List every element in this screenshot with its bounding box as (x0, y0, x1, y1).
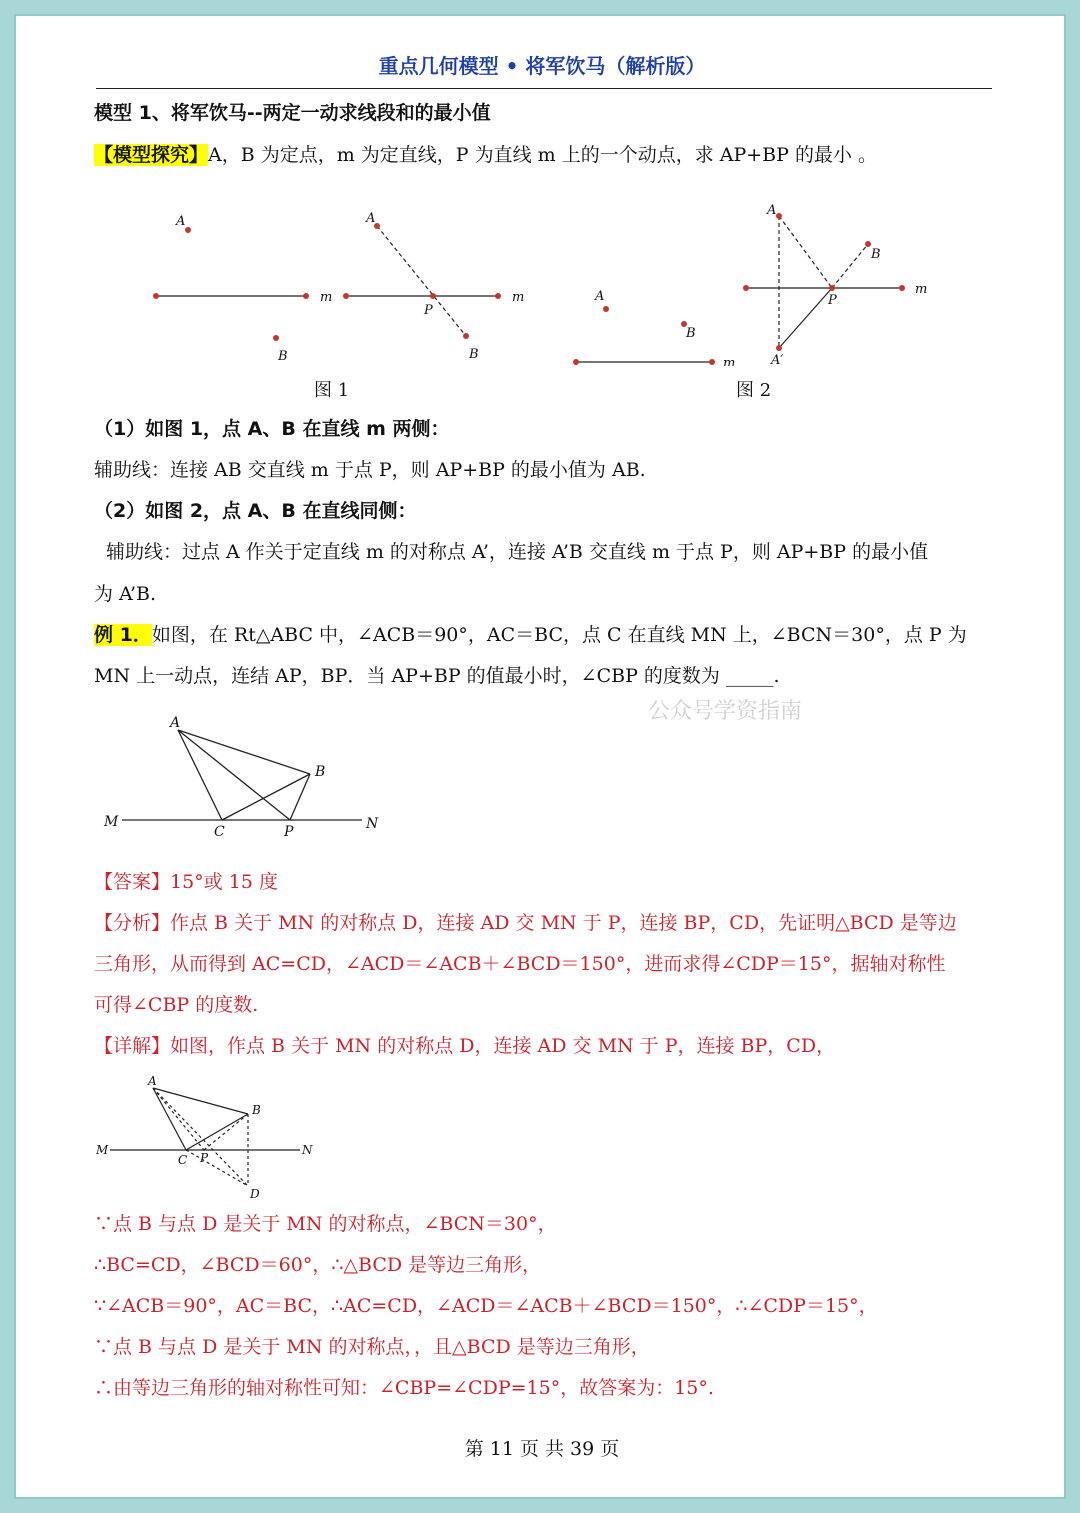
fig2a-label-m: m (723, 356, 736, 366)
detail-step-4: ∵点 B 与点 D 是关于 MN 的对称点，，且△BCD 是等边三角形， (94, 1336, 650, 1358)
figure-1 (136, 206, 536, 366)
ex-label-P: P (284, 824, 294, 840)
det-label-B: B (252, 1103, 261, 1117)
example-text1: 如图，在 Rt△ABC 中，∠ACB＝90°，AC＝BC，点 C 在直线 MN 上，∠BCN＝30°，点 P 为 (151, 624, 967, 646)
fig2b-label-B: B (871, 247, 881, 262)
fig2a-label-B: B (686, 326, 696, 341)
example-line1 (94, 622, 967, 648)
fig1b-label-m: m (512, 290, 525, 305)
model-intro-line (94, 142, 877, 168)
fig1-label-B: B (278, 349, 288, 364)
answer-text: 15°或 15 度 (170, 871, 278, 893)
detail-step-5: ∴由等边三角形的轴对称性可知：∠CBP=∠CDP=15°，故答案为：15°. (94, 1377, 714, 1399)
fig2b-label-P: P (828, 293, 837, 308)
det-label-A: A (148, 1074, 157, 1088)
figure-2 (566, 186, 946, 366)
detail-tag: 【详解】 (94, 1035, 171, 1057)
det-label-N: N (302, 1143, 313, 1157)
fig1b-label-P: P (424, 303, 433, 318)
detail-intro: 如图，作点 B 关于 MN 的对称点 D，连接 AD 交 MN 于 P，连接 BP，CD， (170, 1035, 836, 1057)
answer-tag: 【答案】 (94, 871, 171, 893)
answer-line (94, 869, 278, 895)
case1-title: （1）如图 1，点 A、B 在直线 m 两侧： (94, 418, 450, 440)
model-heading: 模型 1、将军饮马--两定一动求线段和的最小值 (94, 102, 491, 124)
figure-1-caption: 图 1 (314, 380, 350, 401)
det-label-C: C (178, 1153, 188, 1167)
analysis-line1 (94, 910, 957, 936)
example-line2: MN 上一动点，连结 AP，BP．当 AP+BP 的值最小时，∠CBP 的度数为 _____. (94, 665, 780, 687)
analysis-tag: 【分析】 (94, 912, 171, 934)
analysis-line3: 可得∠CBP 的度数. (94, 994, 259, 1016)
ex-label-B: B (315, 764, 326, 780)
example-tag: 例 1． (94, 624, 152, 646)
fig2b-label-m: m (915, 282, 928, 297)
ex-label-A: A (170, 715, 181, 731)
analysis-line2: 三角形，从而得到 AC=CD，∠ACD＝∠ACB＋∠BCD＝150°，进而求得∠CDP＝15°，据轴对称性 (94, 953, 946, 975)
watermark: 公众号学资指南 (648, 699, 803, 724)
fig1-label-m: m (320, 290, 333, 305)
fig2b-label-A-prime: A′ (771, 353, 784, 366)
detail-figure (96, 1074, 336, 1204)
analysis-text1: 作点 B 关于 MN 的对称点 D，连接 AD 交 MN 于 P，连接 BP，CD，先证明△BCD 是等边 (170, 912, 957, 934)
detail-step-1: ∵点 B 与点 D 是关于 MN 的对称点，∠BCN＝30°， (94, 1213, 557, 1235)
detail-line (94, 1033, 835, 1059)
detail-step-3: ∵∠ACB＝90°，AC＝BC，∴AC=CD，∠ACD＝∠ACB＋∠BCD＝150°，∴∠CDP＝15°， (94, 1295, 878, 1317)
model-tag: 【模型探究】 (94, 144, 209, 166)
det-label-M: M (96, 1143, 109, 1157)
ex-label-M: M (104, 814, 119, 830)
ex-label-N: N (366, 816, 379, 832)
fig1-label-A: A (176, 214, 186, 229)
case1-aux: 辅助线：连接 AB 交直线 m 于点 P，则 AP+BP 的最小值为 AB. (94, 459, 646, 481)
fig1b-label-A: A (366, 211, 376, 226)
document-page (14, 14, 1066, 1499)
det-label-P: P (200, 1151, 209, 1165)
ex-label-C: C (214, 824, 225, 840)
example-figure (96, 714, 396, 844)
detail-step-2: ∴BC=CD，∠BCD＝60°，∴△BCD 是等边三角形， (94, 1254, 542, 1276)
title-rule (96, 88, 992, 89)
det-label-D: D (250, 1187, 260, 1201)
case2-title: （2）如图 2，点 A、B 在直线同侧： (94, 500, 417, 522)
fig2b-label-A: A (767, 203, 777, 218)
case2-aux-line2: 为 A’B. (94, 583, 157, 605)
page-footer: 第 11 页 共 39 页 (464, 1438, 620, 1460)
case2-aux-line1: 辅助线：过点 A 作关于定直线 m 的对称点 A’，连接 A’B 交直线 m 于点 P，则 AP+BP 的最小值 (106, 541, 929, 563)
fig2a-label-A: A (595, 289, 605, 304)
model-intro: A，B 为定点，m 为定直线，P 为直线 m 上的一个动点，求 AP+BP 的最小 。 (208, 144, 878, 166)
figure-2-caption: 图 2 (736, 380, 772, 401)
page-title: 重点几何模型 • 将军饮马（解析版） (378, 54, 706, 78)
fig1b-label-B: B (469, 347, 479, 362)
